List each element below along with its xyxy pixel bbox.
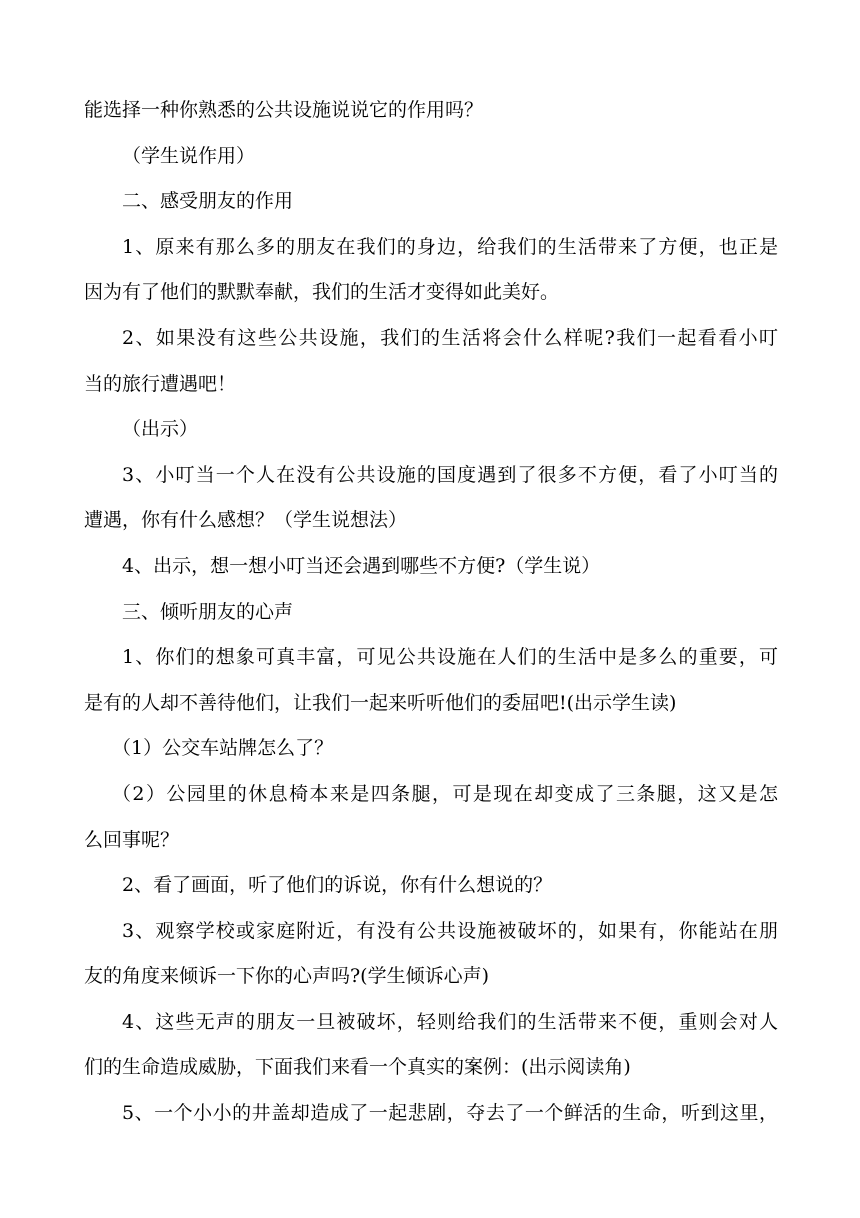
text-line: 们的生命造成威胁，下面我们来看一个真实的案例：(出示阅读角)	[84, 1056, 631, 1079]
text-line: 友的角度来倾诉一下你的心声吗?(学生倾诉心声)	[84, 965, 490, 988]
text-line: 4、出示，想一想小叮当还会遇到哪些不方便?（学生说）	[122, 554, 601, 577]
text-line: 4、这些无声的朋友一旦被破坏，轻则给我们的生活带来不便，重则会对人	[122, 1010, 778, 1033]
section-heading: 三、倾听朋友的心声	[122, 600, 294, 623]
text-line: 么回事呢？	[84, 828, 180, 851]
section-heading: 二、感受朋友的作用	[122, 190, 294, 213]
text-line: （出示）	[122, 418, 199, 441]
text-line: 3、观察学校或家庭附近，有没有公共设施被破坏的，如果有，你能站在朋	[122, 919, 778, 942]
text-line: 1、你们的想象可真丰富，可见公共设施在人们的生活中是多么的重要，可	[122, 646, 778, 669]
text-line: 3、小叮当一个人在没有公共设施的国度遇到了很多不方便，看了小叮当的	[122, 463, 778, 486]
document-body	[84, 88, 778, 1137]
text-line: （1）公交车站牌怎么了？	[112, 737, 334, 760]
text-line: 5、一个小小的井盖却造成了一起悲剧，夺去了一个鲜活的生命，听到这里，	[122, 1102, 778, 1125]
text-line: 是有的人却不善待他们，让我们一起来听听他们的委屈吧!(出示学生读)	[84, 691, 677, 714]
text-line: 遭遇，你有什么感想？（学生说想法）	[84, 509, 408, 532]
text-line: （2）公园里的休息椅本来是四条腿，可是现在却变成了三条腿，这又是怎	[112, 782, 778, 805]
text-line: 1、原来有那么多的朋友在我们的身边，给我们的生活带来了方便，也正是	[122, 235, 778, 258]
text-line: 因为有了他们的默默奉献，我们的生活才变得如此美好。	[84, 281, 560, 304]
text-line: 2、看了画面，听了他们的诉说，你有什么想说的？	[122, 874, 553, 897]
text-line: （学生说作用）	[122, 144, 256, 167]
text-line: 能选择一种你熟悉的公共设施说说它的作用吗？	[84, 99, 484, 121]
text-line: 当的旅行遭遇吧！	[84, 372, 237, 395]
text-line: 2、如果没有这些公共设施，我们的生活将会什么样呢?我们一起看看小叮	[122, 326, 778, 349]
